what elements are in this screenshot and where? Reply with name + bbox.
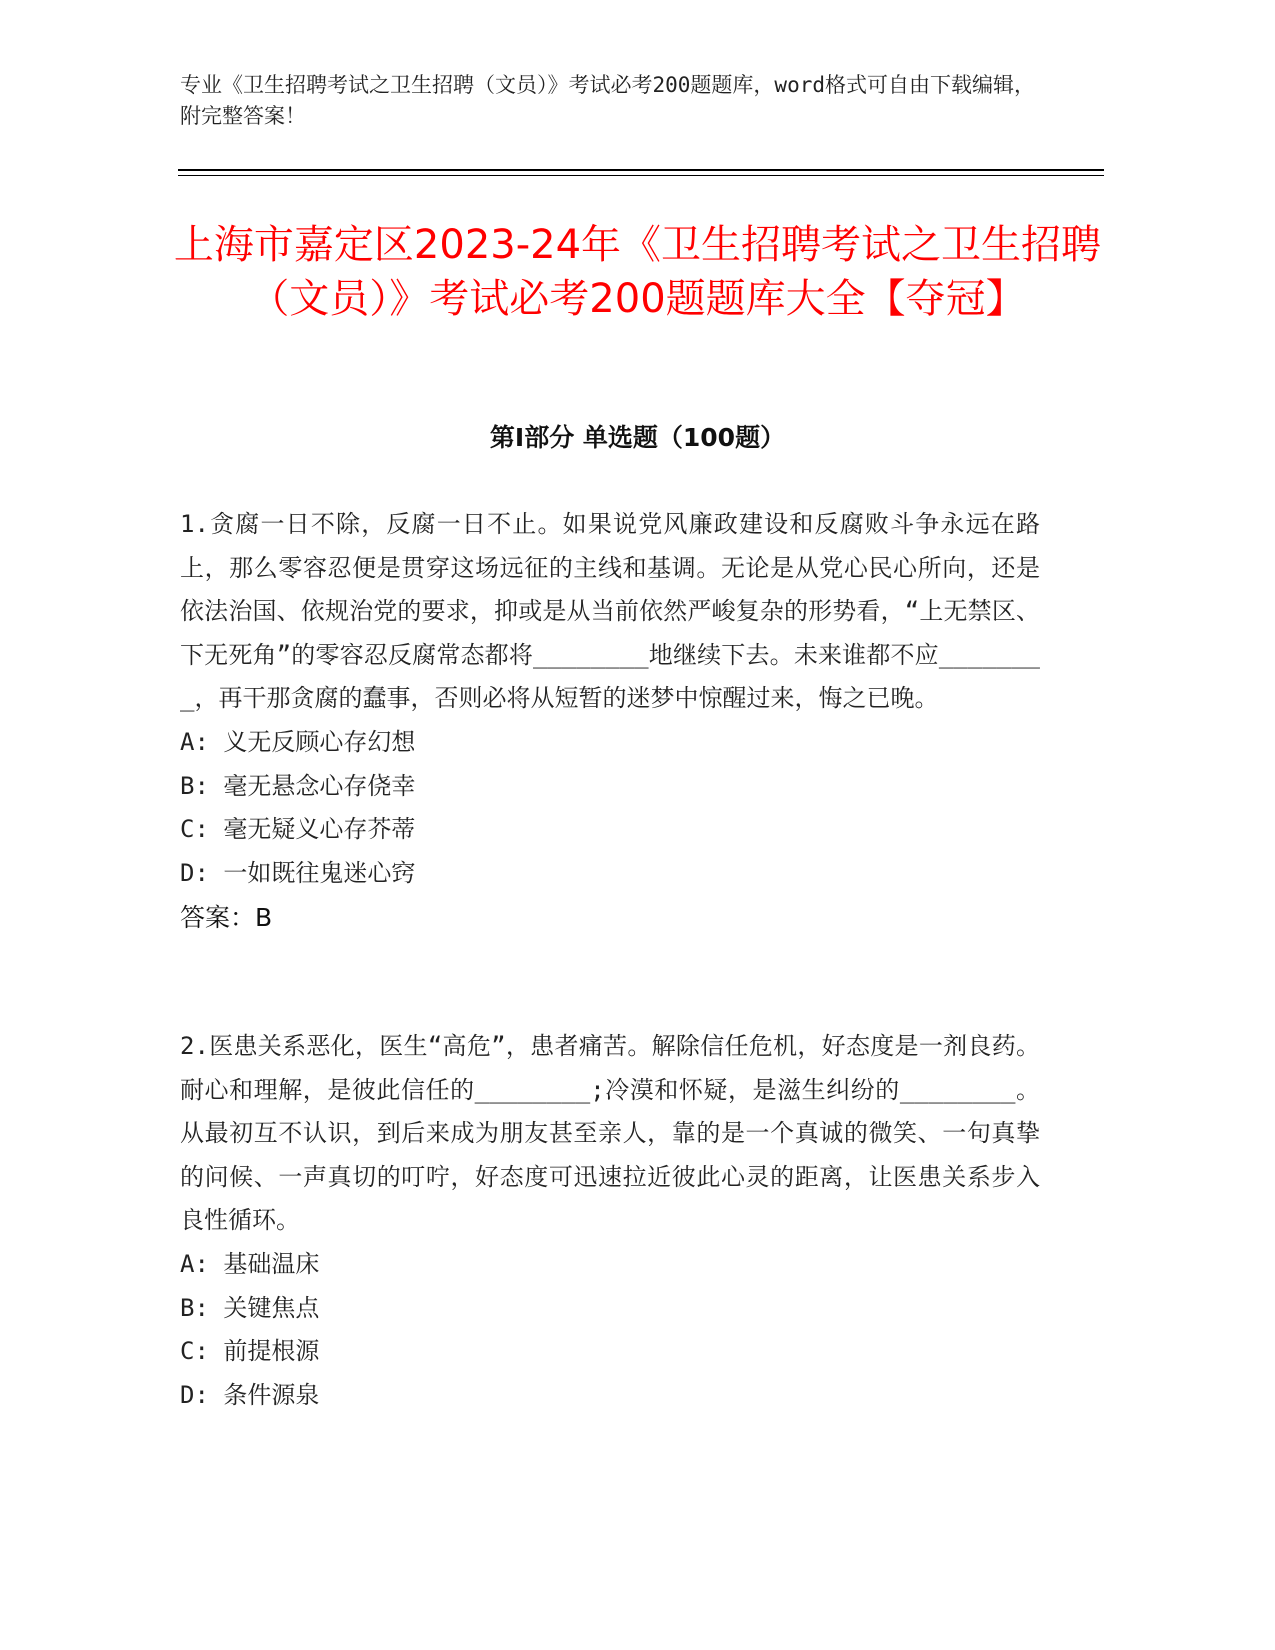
option-c: C: 前提根源 <box>180 1337 320 1366</box>
option-d: D: 一如既往鬼迷心窍 <box>180 858 416 887</box>
header-divider-thin <box>178 175 1104 176</box>
option-a: A: 基础温床 <box>180 1249 320 1278</box>
question-1 <box>180 503 1040 940</box>
document-title: 上海市嘉定区2023-24年《卫生招聘考试之卫生招聘（文员）》考试必考200题题库大全【夺冠】 <box>173 222 1102 322</box>
question-stem: 1.贪腐一日不除，反腐一日不止。如果说党风廉政建设和反腐败斗争永远在路上，那么零容忍便是贯穿这场远征的主线和基调。无论是从党心民心所向，还是依法治国、依规治党的要求，抑或是从当前依然严峻复杂的形势看，“上无禁区、下无死角”的零容忍反腐常态都将________地继续下去。未来谁都不应________，再干那贪腐的蠢事，否则必将从短暂的迷梦中惊醒过来，悔之已晚。 <box>180 510 1040 713</box>
answer: 答案：B <box>180 903 273 933</box>
question-2 <box>180 1025 1040 1417</box>
section-title: 第I部分 单选题（100题） <box>489 423 786 452</box>
option-c: C: 毫无疑义心存芥蒂 <box>180 815 416 844</box>
header-divider-thick <box>178 169 1104 171</box>
option-list <box>180 1243 1040 1417</box>
option-b: B: 毫无悬念心存侥幸 <box>180 771 416 800</box>
option-list <box>180 721 1040 895</box>
option-a: A: 义无反顾心存幻想 <box>180 727 416 756</box>
option-d: D: 条件源泉 <box>180 1380 320 1409</box>
option-b: B: 关键焦点 <box>180 1293 320 1322</box>
header-note: 专业《卫生招聘考试之卫生招聘（文员）》考试必考200题题库，word格式可自由下载编辑，附完整答案！ <box>180 73 1035 128</box>
question-stem: 2.医患关系恶化，医生“高危”，患者痛苦。解除信任危机，好态度是一剂良药。耐心和理解，是彼此信任的________;冷漠和怀疑，是滋生纠纷的________。从最初互不认识，到后来成为朋友甚至亲人，靠的是一个真诚的微笑、一句真挚的问候、一声真切的叮咛，好态度可迅速拉近彼此心灵的距离，让医患关系步入良性循环。 <box>180 1032 1040 1235</box>
